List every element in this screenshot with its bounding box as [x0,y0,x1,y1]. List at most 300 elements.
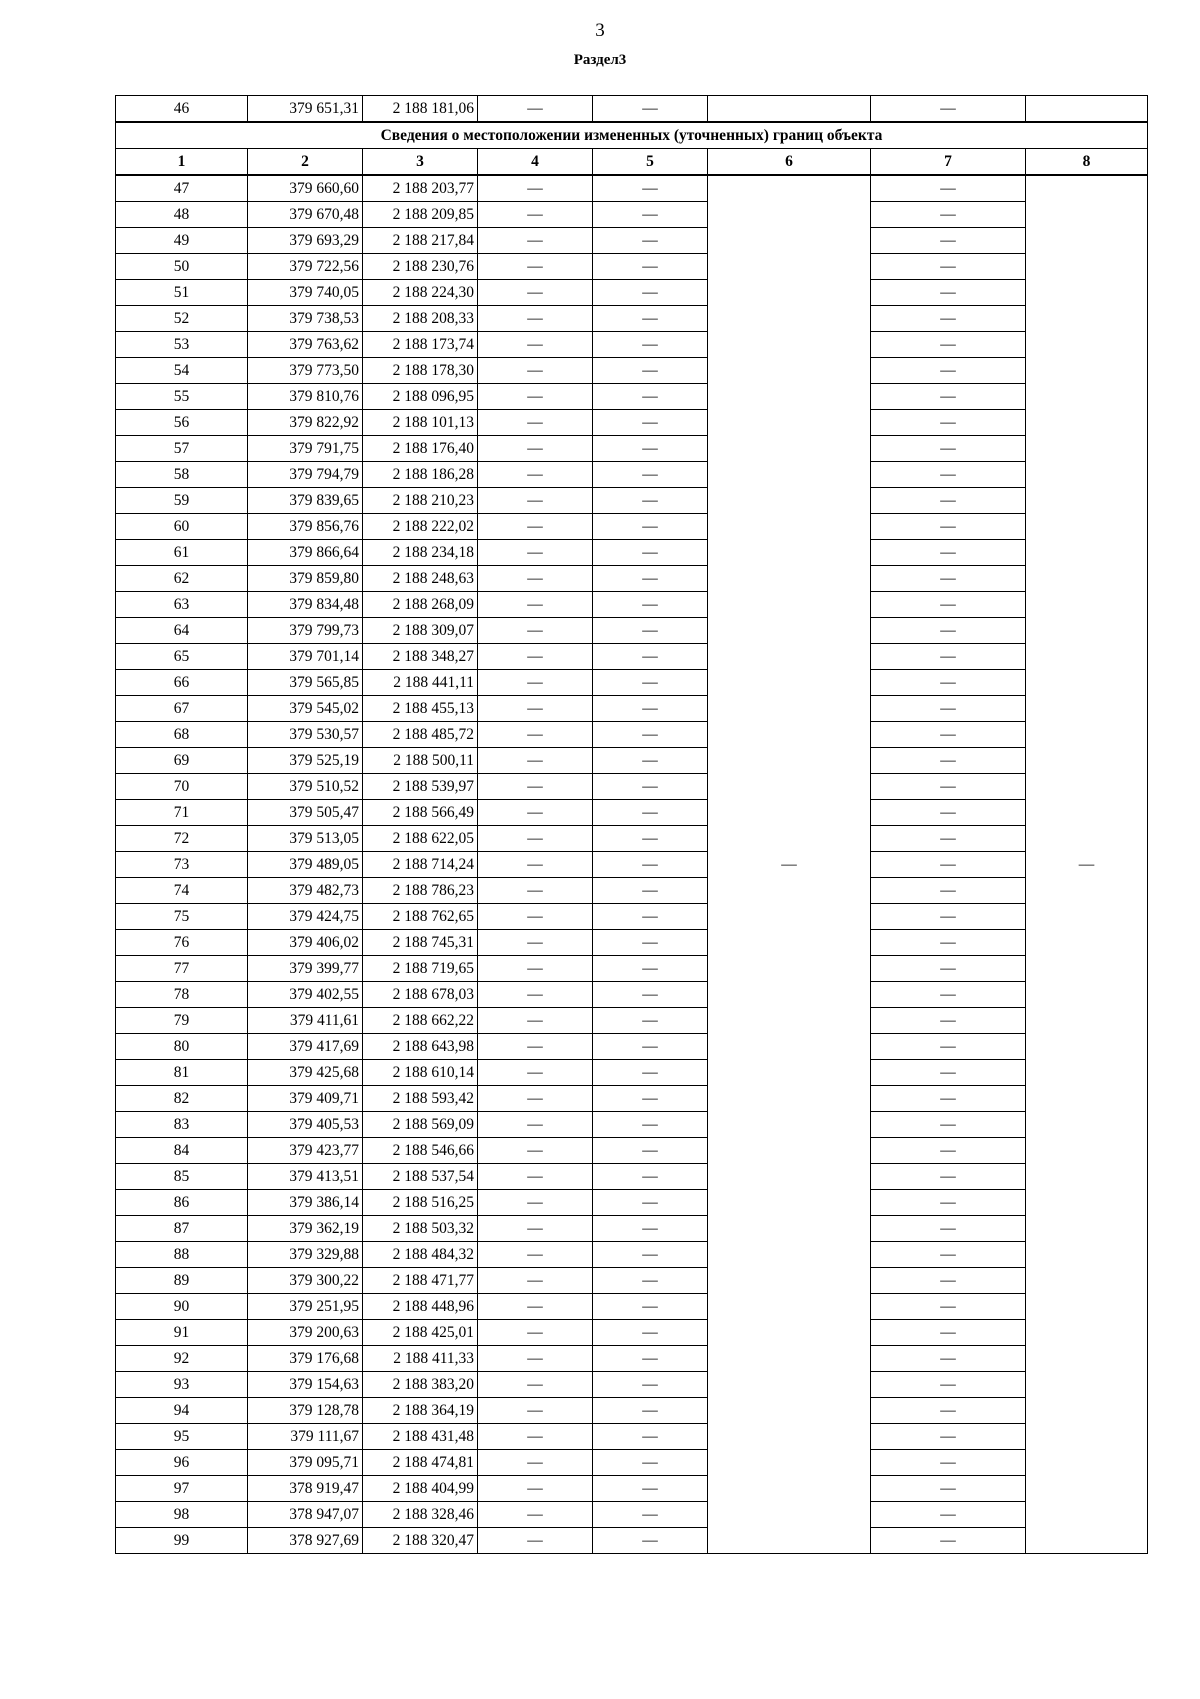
table-row [116,1528,1148,1554]
col4-cell: — [478,462,593,488]
x-coordinate-cell: 379 405,53 [248,1112,363,1138]
col5-cell: — [593,410,708,436]
y-coordinate-cell: 2 188 411,33 [363,1346,478,1372]
col4-cell: — [478,1242,593,1268]
col7-cell: — [871,1372,1026,1398]
table-row [116,410,1148,436]
y-coordinate-cell: 2 188 383,20 [363,1372,478,1398]
col4-cell: — [478,1528,593,1554]
x-coordinate-cell: 379 409,71 [248,1086,363,1112]
col5-cell: — [593,1372,708,1398]
col4-cell: — [478,930,593,956]
x-coordinate-cell: 379 489,05 [248,852,363,878]
col7-cell: — [871,618,1026,644]
col5-cell: — [593,1528,708,1554]
point-number-cell: 67 [116,696,248,722]
col5-cell: — [593,1424,708,1450]
point-number-cell: 46 [116,96,248,123]
x-coordinate-cell: 379 738,53 [248,306,363,332]
col7-cell: — [871,852,1026,878]
table-row [116,1346,1148,1372]
col5-cell: — [593,1138,708,1164]
col5-cell: — [593,1502,708,1528]
point-number-cell: 99 [116,1528,248,1554]
point-number-cell: 95 [116,1424,248,1450]
x-coordinate-cell: 379 300,22 [248,1268,363,1294]
y-coordinate-cell: 2 188 268,09 [363,592,478,618]
table-row [116,1164,1148,1190]
point-number-cell: 78 [116,982,248,1008]
col7-cell: — [871,384,1026,410]
col5-cell: — [593,1320,708,1346]
table-row [116,1372,1148,1398]
col5-cell: — [593,670,708,696]
column-header: 4 [478,149,593,176]
table-row [116,722,1148,748]
table-row [116,1398,1148,1424]
y-coordinate-cell: 2 188 569,09 [363,1112,478,1138]
col5-cell: — [593,1346,708,1372]
col4-cell: — [478,1502,593,1528]
col7-cell: — [871,696,1026,722]
col4-cell: — [478,1346,593,1372]
point-number-cell: 48 [116,202,248,228]
y-coordinate-cell: 2 188 474,81 [363,1450,478,1476]
y-coordinate-cell: 2 188 539,97 [363,774,478,800]
y-coordinate-cell: 2 188 348,27 [363,644,478,670]
table-row [116,852,1148,878]
merged-col8-cell: — [1026,175,1148,1554]
y-coordinate-cell: 2 188 546,66 [363,1138,478,1164]
y-coordinate-cell: 2 188 448,96 [363,1294,478,1320]
col7-cell: — [871,280,1026,306]
x-coordinate-cell: 379 386,14 [248,1190,363,1216]
point-number-cell: 69 [116,748,248,774]
col4-cell: — [478,722,593,748]
point-number-cell: 61 [116,540,248,566]
col5-cell: — [593,306,708,332]
y-coordinate-cell: 2 188 745,31 [363,930,478,956]
table-row [116,358,1148,384]
col7-cell: — [871,175,1026,202]
col4-cell: — [478,436,593,462]
col4-cell: — [478,852,593,878]
col5-cell: — [593,1242,708,1268]
point-number-cell: 87 [116,1216,248,1242]
y-coordinate-cell: 2 188 471,77 [363,1268,478,1294]
y-coordinate-cell: 2 188 248,63 [363,566,478,592]
col5-cell: — [593,462,708,488]
col4-cell: — [478,1320,593,1346]
table-row [116,566,1148,592]
col7-cell: — [871,878,1026,904]
col4-cell: — [478,618,593,644]
point-number-cell: 84 [116,1138,248,1164]
table-row [116,1294,1148,1320]
y-coordinate-cell: 2 188 516,25 [363,1190,478,1216]
x-coordinate-cell: 379 799,73 [248,618,363,644]
col4-cell: — [478,228,593,254]
col7-cell: — [871,202,1026,228]
col5-cell: — [593,358,708,384]
table-row [116,800,1148,826]
y-coordinate-cell: 2 188 224,30 [363,280,478,306]
table-row [116,670,1148,696]
caption-row [116,122,1148,149]
col7-cell: — [871,1242,1026,1268]
x-coordinate-cell: 379 810,76 [248,384,363,410]
col7-cell: — [871,1060,1026,1086]
point-number-cell: 88 [116,1242,248,1268]
point-number-cell: 74 [116,878,248,904]
col7-cell: — [871,644,1026,670]
col4-cell: — [478,1086,593,1112]
x-coordinate-cell: 378 919,47 [248,1476,363,1502]
table-row [116,384,1148,410]
point-number-cell: 53 [116,332,248,358]
col7-cell: — [871,1086,1026,1112]
col7-cell: — [871,1112,1026,1138]
x-coordinate-cell: 379 176,68 [248,1346,363,1372]
point-number-cell: 66 [116,670,248,696]
col7-cell: — [871,592,1026,618]
col4-cell: — [478,1190,593,1216]
x-coordinate-cell: 379 565,85 [248,670,363,696]
col5-cell: — [593,254,708,280]
table-row [116,618,1148,644]
col5-cell: — [593,228,708,254]
col4-cell: — [478,1112,593,1138]
x-coordinate-cell: 379 399,77 [248,956,363,982]
y-coordinate-cell: 2 188 209,85 [363,202,478,228]
col4-cell: — [478,1034,593,1060]
point-number-cell: 83 [116,1112,248,1138]
x-coordinate-cell: 379 413,51 [248,1164,363,1190]
col7-cell: — [871,930,1026,956]
table-row [116,514,1148,540]
col4-cell: — [478,1424,593,1450]
table-row [116,306,1148,332]
col4-cell: — [478,1008,593,1034]
point-number-cell: 62 [116,566,248,592]
table-row [116,904,1148,930]
col4-cell: — [478,826,593,852]
x-coordinate-cell: 379 095,71 [248,1450,363,1476]
point-number-cell: 58 [116,462,248,488]
table-body [116,96,1148,1554]
col4-cell: — [478,982,593,1008]
x-coordinate-cell: 379 834,48 [248,592,363,618]
table-row [116,1424,1148,1450]
col7-cell: — [871,566,1026,592]
merged-col6-cell: — [708,175,871,1554]
x-coordinate-cell: 379 866,64 [248,540,363,566]
y-coordinate-cell: 2 188 173,74 [363,332,478,358]
table-row [116,774,1148,800]
column-header: 2 [248,149,363,176]
col5-cell: — [593,514,708,540]
col5-cell: — [593,96,708,123]
col7-cell: — [871,1008,1026,1034]
table-row [116,644,1148,670]
point-number-cell: 52 [116,306,248,332]
y-coordinate-cell: 2 188 176,40 [363,436,478,462]
x-coordinate-cell: 379 839,65 [248,488,363,514]
point-number-cell: 51 [116,280,248,306]
y-coordinate-cell: 2 188 234,18 [363,540,478,566]
x-coordinate-cell: 379 513,05 [248,826,363,852]
y-coordinate-cell: 2 188 566,49 [363,800,478,826]
table-row [116,956,1148,982]
x-coordinate-cell: 379 670,48 [248,202,363,228]
table-row [116,228,1148,254]
y-coordinate-cell: 2 188 096,95 [363,384,478,410]
col7-cell: — [871,1268,1026,1294]
col8-cell [1026,96,1148,123]
point-number-cell: 54 [116,358,248,384]
point-number-cell: 63 [116,592,248,618]
col7-cell: — [871,254,1026,280]
table-caption: Сведения о местоположении измененных (уточненных) границ объекта [116,122,1148,149]
x-coordinate-cell: 379 482,73 [248,878,363,904]
col4-cell: — [478,566,593,592]
col7-cell: — [871,514,1026,540]
table-row [116,1086,1148,1112]
x-coordinate-cell: 378 927,69 [248,1528,363,1554]
table-row [116,1450,1148,1476]
col5-cell: — [593,748,708,774]
x-coordinate-cell: 379 251,95 [248,1294,363,1320]
col4-cell: — [478,410,593,436]
x-coordinate-cell: 379 128,78 [248,1398,363,1424]
y-coordinate-cell: 2 188 593,42 [363,1086,478,1112]
col7-cell: — [871,1164,1026,1190]
col5-cell: — [593,618,708,644]
col7-cell: — [871,670,1026,696]
col7-cell: — [871,1424,1026,1450]
y-coordinate-cell: 2 188 425,01 [363,1320,478,1346]
x-coordinate-cell: 379 740,05 [248,280,363,306]
col5-cell: — [593,878,708,904]
table-row [116,540,1148,566]
col7-cell: — [871,722,1026,748]
x-coordinate-cell: 379 423,77 [248,1138,363,1164]
col5-cell: — [593,800,708,826]
table-row [116,1008,1148,1034]
col7-cell: — [871,540,1026,566]
table-row [116,96,1148,123]
page-number: 3 [595,20,605,41]
y-coordinate-cell: 2 188 500,11 [363,748,478,774]
col5-cell: — [593,1008,708,1034]
table-row [116,878,1148,904]
col5-cell: — [593,332,708,358]
point-number-cell: 70 [116,774,248,800]
y-coordinate-cell: 2 188 203,77 [363,175,478,202]
table-row [116,1060,1148,1086]
y-coordinate-cell: 2 188 441,11 [363,670,478,696]
x-coordinate-cell: 379 402,55 [248,982,363,1008]
point-number-cell: 79 [116,1008,248,1034]
x-coordinate-cell: 379 417,69 [248,1034,363,1060]
col5-cell: — [593,1476,708,1502]
y-coordinate-cell: 2 188 222,02 [363,514,478,540]
col7-cell: — [871,462,1026,488]
col4-cell: — [478,1398,593,1424]
column-header: 8 [1026,149,1148,176]
col5-cell: — [593,202,708,228]
col5-cell: — [593,644,708,670]
col4-cell: — [478,540,593,566]
x-coordinate-cell: 379 545,02 [248,696,363,722]
col5-cell: — [593,982,708,1008]
point-number-cell: 86 [116,1190,248,1216]
point-number-cell: 82 [116,1086,248,1112]
col5-cell: — [593,1268,708,1294]
col7-cell: — [871,826,1026,852]
table-row [116,202,1148,228]
col5-cell: — [593,904,708,930]
table-row [116,1268,1148,1294]
column-header-row [116,149,1148,176]
col7-cell: — [871,1450,1026,1476]
col4-cell: — [478,1268,593,1294]
table-row [116,1216,1148,1242]
col7-cell: — [871,358,1026,384]
y-coordinate-cell: 2 188 328,46 [363,1502,478,1528]
col5-cell: — [593,930,708,956]
y-coordinate-cell: 2 188 320,47 [363,1528,478,1554]
y-coordinate-cell: 2 188 610,14 [363,1060,478,1086]
point-number-cell: 55 [116,384,248,410]
table-row [116,930,1148,956]
x-coordinate-cell: 379 154,63 [248,1372,363,1398]
point-number-cell: 73 [116,852,248,878]
col4-cell: — [478,514,593,540]
point-number-cell: 92 [116,1346,248,1372]
col5-cell: — [593,722,708,748]
col5-cell: — [593,384,708,410]
col7-cell: — [871,1294,1026,1320]
table-row [116,748,1148,774]
point-number-cell: 57 [116,436,248,462]
col5-cell: — [593,1190,708,1216]
col4-cell: — [478,956,593,982]
x-coordinate-cell: 379 425,68 [248,1060,363,1086]
col7-cell: — [871,410,1026,436]
x-coordinate-cell: 379 111,67 [248,1424,363,1450]
point-number-cell: 89 [116,1268,248,1294]
column-header: 6 [708,149,871,176]
col4-cell: — [478,800,593,826]
point-number-cell: 97 [116,1476,248,1502]
col5-cell: — [593,1294,708,1320]
col7-cell: — [871,748,1026,774]
col7-cell: — [871,1034,1026,1060]
col5-cell: — [593,592,708,618]
y-coordinate-cell: 2 188 309,07 [363,618,478,644]
col7-cell: — [871,1346,1026,1372]
table-row [116,1138,1148,1164]
point-number-cell: 81 [116,1060,248,1086]
col7-cell: — [871,1216,1026,1242]
col5-cell: — [593,956,708,982]
y-coordinate-cell: 2 188 762,65 [363,904,478,930]
column-header: 7 [871,149,1026,176]
point-number-cell: 90 [116,1294,248,1320]
x-coordinate-cell: 379 510,52 [248,774,363,800]
col4-cell: — [478,1164,593,1190]
col4-cell: — [478,1372,593,1398]
col4-cell: — [478,384,593,410]
point-number-cell: 49 [116,228,248,254]
point-number-cell: 85 [116,1164,248,1190]
x-coordinate-cell: 379 856,76 [248,514,363,540]
x-coordinate-cell: 379 505,47 [248,800,363,826]
col7-cell: — [871,332,1026,358]
y-coordinate-cell: 2 188 181,06 [363,96,478,123]
x-coordinate-cell: 379 411,61 [248,1008,363,1034]
column-header: 5 [593,149,708,176]
x-coordinate-cell: 379 660,60 [248,175,363,202]
point-number-cell: 56 [116,410,248,436]
col4-cell: — [478,332,593,358]
y-coordinate-cell: 2 188 643,98 [363,1034,478,1060]
x-coordinate-cell: 379 406,02 [248,930,363,956]
x-coordinate-cell: 379 200,63 [248,1320,363,1346]
point-number-cell: 80 [116,1034,248,1060]
col7-cell: — [871,982,1026,1008]
col5-cell: — [593,1060,708,1086]
point-number-cell: 65 [116,644,248,670]
x-coordinate-cell: 379 362,19 [248,1216,363,1242]
col7-cell: — [871,228,1026,254]
col7-cell: — [871,1138,1026,1164]
col4-cell: — [478,1216,593,1242]
table-row [116,696,1148,722]
table-row [116,175,1148,202]
col4-cell: — [478,878,593,904]
col4-cell: — [478,1450,593,1476]
point-number-cell: 76 [116,930,248,956]
y-coordinate-cell: 2 188 404,99 [363,1476,478,1502]
point-number-cell: 75 [116,904,248,930]
table-row [116,592,1148,618]
y-coordinate-cell: 2 188 537,54 [363,1164,478,1190]
y-coordinate-cell: 2 188 208,33 [363,306,478,332]
point-number-cell: 93 [116,1372,248,1398]
table-row [116,332,1148,358]
col5-cell: — [593,566,708,592]
x-coordinate-cell: 379 701,14 [248,644,363,670]
col7-cell: — [871,904,1026,930]
table-row [116,280,1148,306]
y-coordinate-cell: 2 188 186,28 [363,462,478,488]
col5-cell: — [593,1164,708,1190]
y-coordinate-cell: 2 188 484,32 [363,1242,478,1268]
y-coordinate-cell: 2 188 678,03 [363,982,478,1008]
col5-cell: — [593,436,708,462]
col4-cell: — [478,280,593,306]
col5-cell: — [593,1216,708,1242]
col5-cell: — [593,175,708,202]
col4-cell: — [478,202,593,228]
table-row [116,1034,1148,1060]
column-header: 1 [116,149,248,176]
column-header: 3 [363,149,478,176]
point-number-cell: 68 [116,722,248,748]
col7-cell: — [871,1476,1026,1502]
